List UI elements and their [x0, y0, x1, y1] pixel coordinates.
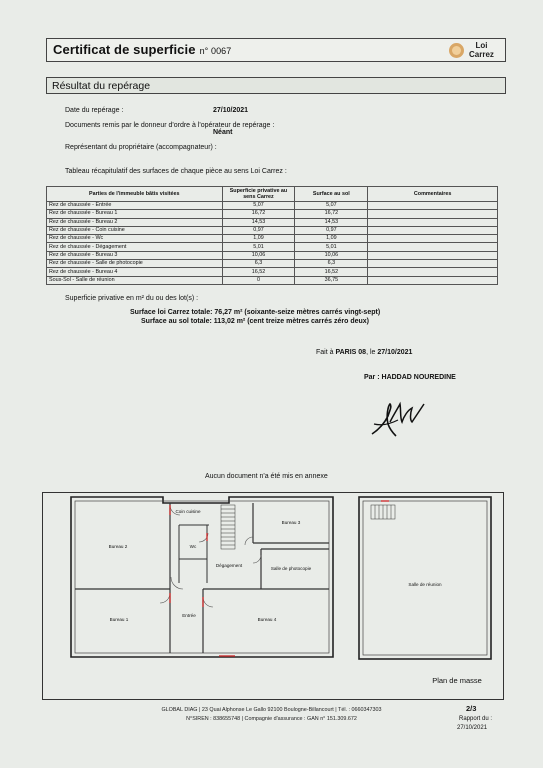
cell-comment	[368, 210, 498, 218]
cell-carrez: 0	[222, 276, 295, 284]
signature-city: PARIS 08	[335, 349, 367, 356]
cell-comment	[368, 260, 498, 268]
column-header: Parties de l'immeuble bâtis visitées	[47, 187, 223, 202]
cell-room: Rez de chaussée - Bureau 4	[47, 268, 223, 276]
table-row	[47, 276, 498, 284]
table-row	[47, 235, 498, 243]
documents-label: Documents remis par le donneur d'ordre à l'opérateur de repérage :	[65, 122, 275, 129]
plan-doors	[160, 505, 261, 607]
table-row	[47, 218, 498, 226]
table-row	[47, 251, 498, 259]
room-label-degagement: Dégagement	[215, 563, 243, 568]
surface-table	[46, 186, 498, 285]
plan-right-inner	[363, 501, 487, 655]
plan-caption: Plan de masse	[432, 676, 482, 685]
table-intro: Tableau récapitulatif des surfaces de chaque pièce au sens Loi Carrez :	[65, 168, 287, 175]
column-header: Commentaires	[368, 187, 498, 202]
cell-room: Rez de chaussée - Bureau 3	[47, 251, 223, 259]
cell-comment	[368, 268, 498, 276]
room-label-bureau1: Bureau 1	[109, 617, 129, 622]
floor-plan-drawing	[43, 493, 503, 699]
cell-sol: 5,07	[295, 202, 368, 210]
cell-comment	[368, 218, 498, 226]
total-carrez: Surface loi Carrez totale: 76,27 m² (soixante-seize mètres carrés vingt-sept)	[130, 309, 381, 316]
footer-company-line: GLOBAL DIAG | 23 Quai Alphonse Le Gallo 92100 Boulogne-Billancourt | Tél. : 0660347303	[161, 707, 382, 713]
date-label: Date du repérage :	[65, 107, 124, 114]
cell-comment	[368, 202, 498, 210]
floor-plan	[42, 492, 504, 700]
table-row	[47, 243, 498, 251]
table-row	[47, 202, 498, 210]
cell-room: Rez de chaussée - Coin cuisine	[47, 226, 223, 234]
cell-comment	[368, 243, 498, 251]
cell-comment	[368, 251, 498, 259]
room-label-coin-cuisine: Coin cuisine	[175, 509, 201, 514]
cell-room: Rez de chaussée - Bureau 2	[47, 218, 223, 226]
cell-sol: 0,97	[295, 226, 368, 234]
room-label-salle-reunion: Salle de réunion	[408, 582, 442, 587]
date-value: 27/10/2021	[213, 107, 249, 114]
cell-sol: 10,06	[295, 251, 368, 259]
certificate-number: n° 0067	[199, 46, 232, 56]
report-label: Rapport du :	[459, 716, 493, 722]
cell-room: Rez de chaussée - Bureau 1	[47, 210, 223, 218]
cell-comment	[368, 226, 498, 234]
cell-sol: 5,01	[295, 243, 368, 251]
signature-date: 27/10/2021	[377, 349, 413, 356]
plan-stairs	[221, 505, 235, 549]
cell-room: Rez de chaussée - Dégagement	[47, 243, 223, 251]
operator-name: HADDAD NOUREDINE	[381, 374, 456, 381]
cell-sol: 16,72	[295, 210, 368, 218]
cell-comment	[368, 276, 498, 284]
cell-sol: 6,3	[295, 260, 368, 268]
representative-label: Représentant du propriétaire (accompagnateur) :	[65, 144, 217, 151]
cell-sol: 1,09	[295, 235, 368, 243]
documents-value: Néant	[213, 129, 233, 136]
cell-room: Sous-Sol - Salle de réunion	[47, 276, 223, 284]
cell-carrez: 0,97	[222, 226, 295, 234]
operator-line: Par : HADDAD NOUREDINE	[364, 374, 456, 381]
page-number: 2/3	[466, 704, 477, 713]
cell-carrez: 6,3	[222, 260, 295, 268]
table-row	[47, 210, 498, 218]
report-date: 27/10/2021	[457, 725, 488, 731]
annex-note: Aucun document n'a été mis en annexe	[205, 473, 328, 480]
table-row	[47, 260, 498, 268]
cell-carrez: 5,07	[222, 202, 295, 210]
cell-room: Rez de chaussée - Entrée	[47, 202, 223, 210]
table-header-row	[47, 187, 498, 202]
plan-right-stairs	[371, 505, 395, 519]
certificate-header	[46, 38, 506, 62]
total-sol: Surface au sol totale: 113,02 m² (cent treize mètres carrés zéro deux)	[141, 318, 369, 325]
cell-carrez: 10,06	[222, 251, 295, 259]
cell-carrez: 16,72	[222, 210, 295, 218]
room-label-bureau3: Bureau 3	[281, 520, 301, 525]
column-header: Superficie privative au sens Carrez	[222, 187, 295, 202]
cell-room: Rez de chaussée - Salle de photocopie	[47, 260, 223, 268]
handwritten-signature	[368, 394, 428, 440]
cell-carrez: 1,09	[222, 235, 295, 243]
certificate-title: Certificat de superficie n° 0067	[53, 42, 232, 57]
footer-siren-line: N°SIREN : 838655748 | Compagnie d'assurance : GAN n° 151.309.672	[186, 716, 357, 722]
fait-a-line: Fait à PARIS 08, le 27/10/2021	[316, 349, 413, 356]
cell-carrez: 5,01	[222, 243, 295, 251]
cell-comment	[368, 235, 498, 243]
cell-sol: 16,52	[295, 268, 368, 276]
loi-carrez-label: Loi Carrez	[469, 41, 494, 59]
room-label-salle-photocopie: Salle de photocopie	[270, 566, 312, 571]
room-label-bureau4: Bureau 4	[257, 617, 277, 622]
cell-carrez: 16,52	[222, 268, 295, 276]
totals-intro: Superficie privative en m² du ou des lot(s) :	[65, 295, 199, 302]
room-label-wc: Wc	[189, 544, 197, 549]
cell-sol: 14,53	[295, 218, 368, 226]
room-label-entree: Entrée	[182, 613, 196, 618]
table-row	[47, 226, 498, 234]
plan-right-outer	[359, 497, 491, 659]
table-row	[47, 268, 498, 276]
room-label-bureau2: Bureau 2	[108, 544, 128, 549]
column-header: Surface au sol	[295, 187, 368, 202]
section-heading: Résultat du repérage	[46, 77, 506, 94]
cell-room: Rez de chaussée - Wc	[47, 235, 223, 243]
loi-carrez-logo-icon	[449, 43, 464, 58]
cell-carrez: 14,53	[222, 218, 295, 226]
cell-sol: 36,75	[295, 276, 368, 284]
